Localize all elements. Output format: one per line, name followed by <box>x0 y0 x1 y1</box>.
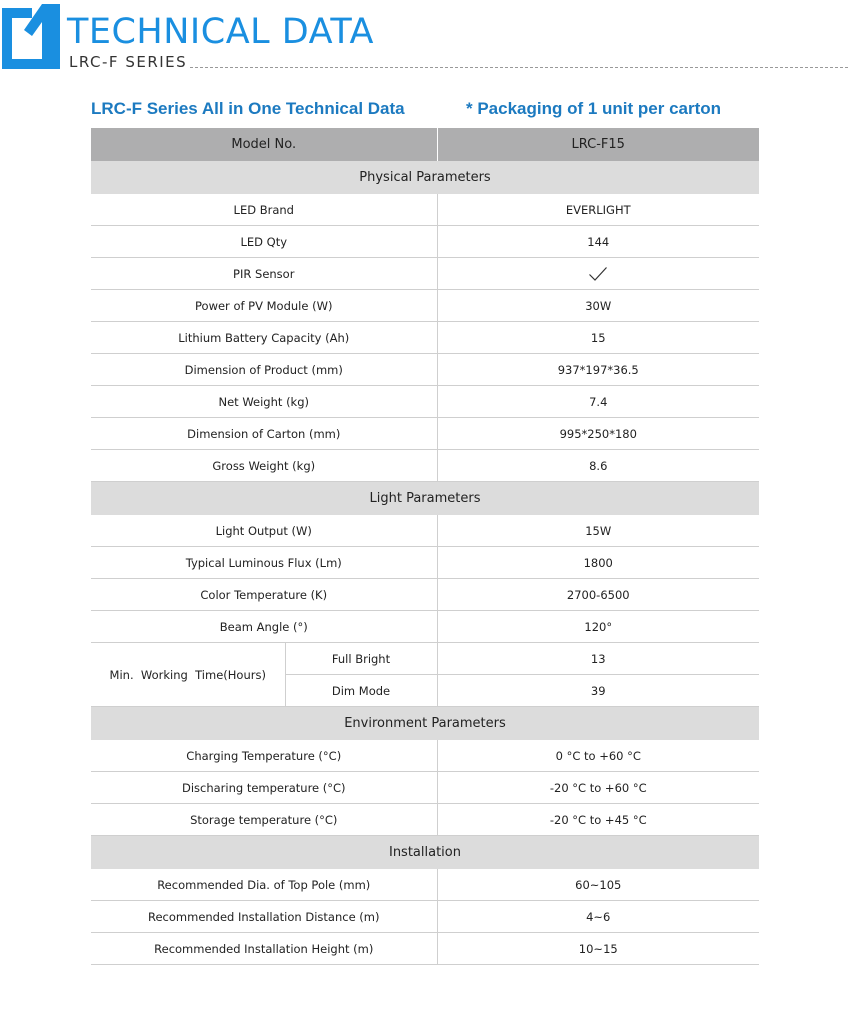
table-row <box>91 515 759 547</box>
row-value: 7.4 <box>437 386 759 418</box>
row-value: -20 °C to +45 °C <box>437 804 759 836</box>
dim-mode-value: 39 <box>437 675 759 707</box>
section-title: Installation <box>91 836 759 870</box>
section-physical <box>91 161 759 194</box>
table-row <box>91 579 759 611</box>
row-value: -20 °C to +60 °C <box>437 772 759 804</box>
row-label: Recommended Installation Distance (m) <box>91 901 437 933</box>
full-bright-label: Full Bright <box>285 643 437 675</box>
table-row <box>91 386 759 418</box>
row-label: Charging Temperature (°C) <box>91 740 437 772</box>
row-label: Beam Angle (°) <box>91 611 437 643</box>
row-value: 995*250*180 <box>437 418 759 450</box>
row-label: LED Qty <box>91 226 437 258</box>
table-row <box>91 418 759 450</box>
table-row <box>91 290 759 322</box>
model-no-value: LRC-F15 <box>437 128 759 161</box>
model-no-label: Model No. <box>91 128 437 161</box>
table-row <box>91 258 759 290</box>
row-label: Color Temperature (K) <box>91 579 437 611</box>
row-value: 4~6 <box>437 901 759 933</box>
row-label: Recommended Installation Height (m) <box>91 933 437 965</box>
full-bright-value: 13 <box>437 643 759 675</box>
working-time-label: Min. Working Time(Hours) <box>91 643 285 707</box>
table-row <box>91 901 759 933</box>
table-caption: LRC-F Series All in One Technical Data <box>91 99 405 118</box>
series-subtitle: LRC-F SERIES <box>69 53 188 71</box>
table-row <box>91 804 759 836</box>
row-label: Lithium Battery Capacity (Ah) <box>91 322 437 354</box>
checkmark-icon <box>588 266 608 282</box>
section-title: Physical Parameters <box>91 161 759 194</box>
row-label: Discharing temperature (°C) <box>91 772 437 804</box>
brand-logo-icon <box>2 2 60 69</box>
row-value: 8.6 <box>437 450 759 482</box>
row-label: Power of PV Module (W) <box>91 290 437 322</box>
row-value: 120° <box>437 611 759 643</box>
row-value: 15W <box>437 515 759 547</box>
row-label: Gross Weight (kg) <box>91 450 437 482</box>
table-row <box>91 354 759 386</box>
row-value: 10~15 <box>437 933 759 965</box>
row-label: Dimension of Carton (mm) <box>91 418 437 450</box>
table-row <box>91 194 759 226</box>
section-title: Environment Parameters <box>91 707 759 741</box>
section-environment <box>91 707 759 741</box>
row-value: 60~105 <box>437 869 759 901</box>
row-value: 0 °C to +60 °C <box>437 740 759 772</box>
row-label: Recommended Dia. of Top Pole (mm) <box>91 869 437 901</box>
row-label: LED Brand <box>91 194 437 226</box>
page-title: TECHNICAL DATA <box>67 12 374 52</box>
packaging-note: * Packaging of 1 unit per carton <box>466 99 722 118</box>
row-label: PIR Sensor <box>91 258 437 290</box>
section-light <box>91 482 759 516</box>
row-label: Dimension of Product (mm) <box>91 354 437 386</box>
table-row <box>91 869 759 901</box>
row-label: Typical Luminous Flux (Lm) <box>91 547 437 579</box>
section-title: Light Parameters <box>91 482 759 516</box>
row-value: 1800 <box>437 547 759 579</box>
technical-data-table <box>91 128 759 965</box>
row-value: 144 <box>437 226 759 258</box>
table-row <box>91 772 759 804</box>
table-row <box>91 933 759 965</box>
table-row <box>91 226 759 258</box>
row-value: 15 <box>437 322 759 354</box>
row-value: EVERLIGHT <box>437 194 759 226</box>
table-row <box>91 740 759 772</box>
table-row <box>91 547 759 579</box>
dim-mode-label: Dim Mode <box>285 675 437 707</box>
row-label: Storage temperature (°C) <box>91 804 437 836</box>
row-label: Net Weight (kg) <box>91 386 437 418</box>
header-divider <box>190 67 848 68</box>
row-value <box>437 258 759 290</box>
table-row <box>91 450 759 482</box>
table-row-full-bright <box>91 643 759 675</box>
row-value: 30W <box>437 290 759 322</box>
row-label: Light Output (W) <box>91 515 437 547</box>
row-value: 2700-6500 <box>437 579 759 611</box>
section-installation <box>91 836 759 870</box>
table-row <box>91 322 759 354</box>
row-value: 937*197*36.5 <box>437 354 759 386</box>
table-row <box>91 611 759 643</box>
table-header-row <box>91 128 759 161</box>
